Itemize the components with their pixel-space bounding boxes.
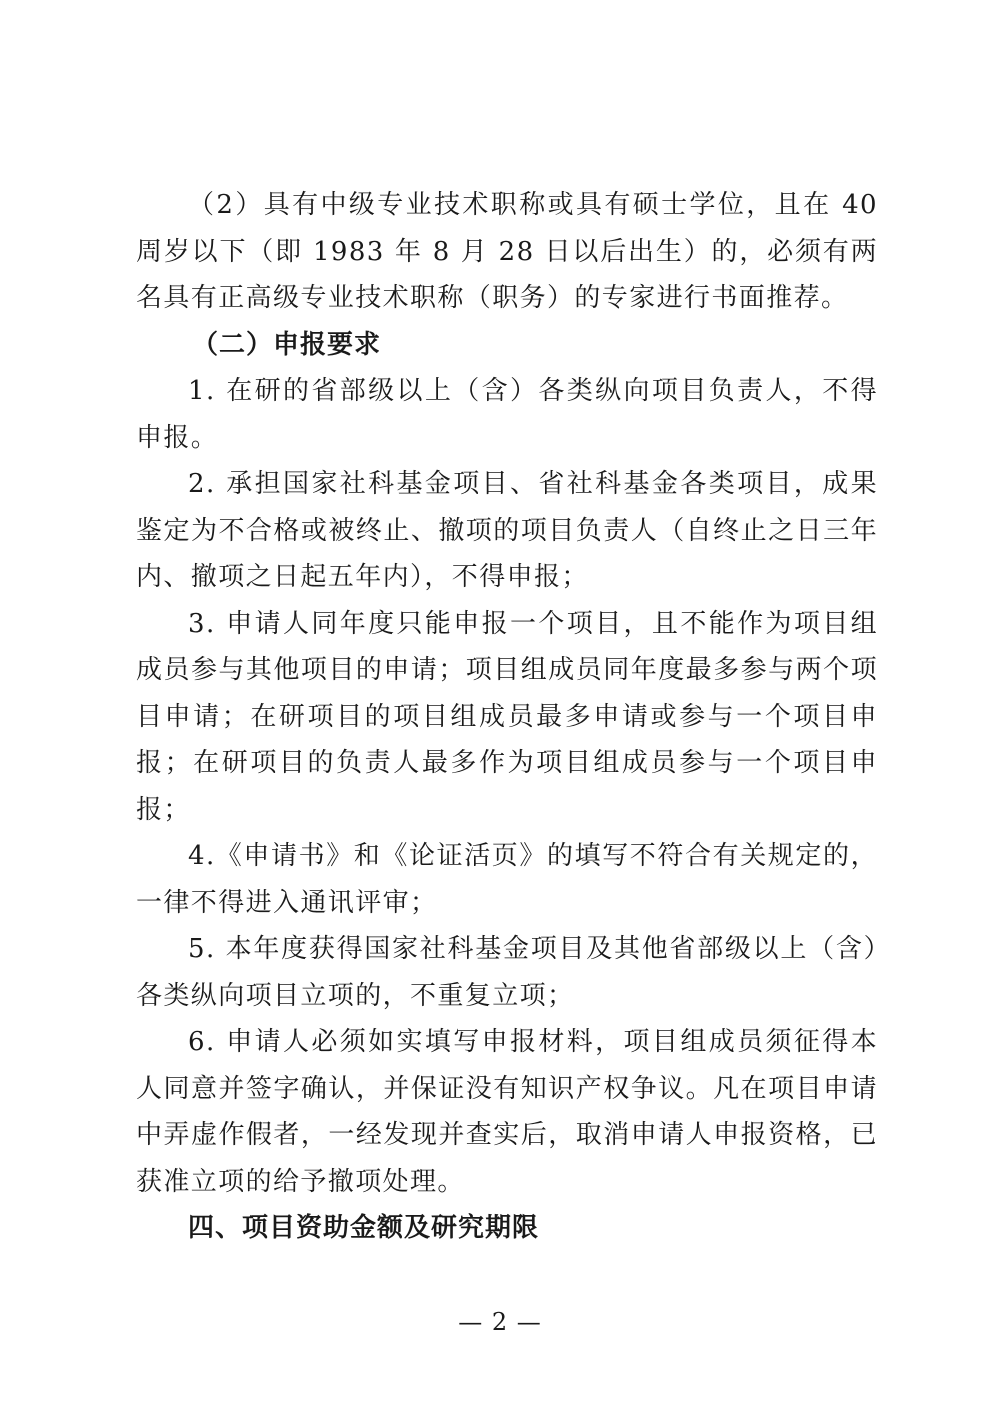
paragraph-requirement-3: 3. 申请人同年度只能申报一个项目，且不能作为项目组成员参与其他项目的申请；项目组成员同年度最多参与两个项目申请；在研项目的项目组成员最多申请或参与一个项目申报；在研项目的负责人最多作为项目组成员参与一个项目申报； xyxy=(136,608,878,825)
subheading-application-requirements: （二）申报要求 xyxy=(192,329,382,360)
paragraph-requirement-6: 6. 申请人必须如实填写申报材料，项目组成员须征得本人同意并签字确认，并保证没有知识产权争议。凡在项目申请中弄虚作假者，一经发现并查实后，取消申请人申报资格，已获准立项的给予撤项处理。 xyxy=(136,1027,878,1197)
paragraph-age-requirement: （2）具有中级专业技术职称或具有硕士学位，且在 40 周岁以下（即 1983 年 8 月 28 日以后出生）的，必须有两名具有正高级专业技术职称（职务）的专家进行书面推荐。 xyxy=(136,190,878,313)
page-number: — 2 — xyxy=(458,1308,542,1336)
section-heading-funding: 四、项目资助金额及研究期限 xyxy=(188,1213,540,1243)
document-body xyxy=(136,182,878,1252)
paragraph-requirement-4: 4.《申请书》和《论证活页》的填写不符合有关规定的，一律不得进入通讯评审； xyxy=(136,841,878,918)
paragraph-requirement-1: 1. 在研的省部级以上（含）各类纵向项目负责人，不得申报。 xyxy=(136,376,878,453)
paragraph-requirement-5: 5. 本年度获得国家社科基金项目及其他省部级以上（含）各类纵向项目立项的，不重复立项； xyxy=(136,934,878,1011)
paragraph-requirement-2: 2. 承担国家社科基金项目、省社科基金各类项目，成果鉴定为不合格或被终止、撤项的项目负责人（自终止之日三年内、撤项之日起五年内），不得申报； xyxy=(136,469,878,592)
